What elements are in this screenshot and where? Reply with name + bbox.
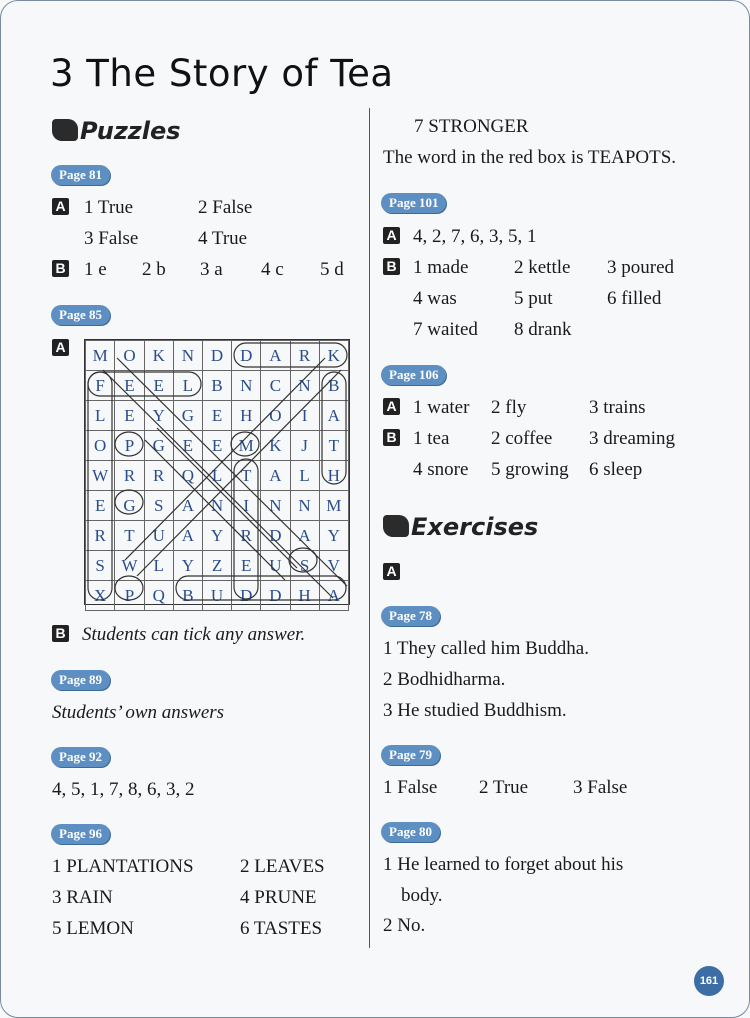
answer-row: A [52, 197, 69, 219]
answer-row: A [383, 226, 400, 248]
grid-cell: M [319, 491, 348, 521]
loop-vertical [234, 459, 258, 599]
answer-row: A [52, 338, 69, 360]
loop-bath [322, 372, 346, 484]
grid-cell: A [261, 461, 290, 491]
grid-cell: D [232, 341, 261, 371]
answer-text: 2 No. [383, 915, 426, 936]
loop-small [231, 432, 259, 456]
loop-small [115, 490, 143, 514]
grid-cell: L [290, 461, 319, 491]
grid-cell: T [232, 461, 261, 491]
grid-cell: D [202, 341, 231, 371]
answer-item: 1 water [413, 397, 470, 418]
answer-text: 3 He studied Buddhism. [383, 700, 567, 721]
grid-cell: E [115, 401, 144, 431]
grid-cell: U [202, 581, 231, 611]
grid-cell: D [261, 581, 290, 611]
grid-cell: U [261, 551, 290, 581]
grid-cell: L [144, 551, 173, 581]
grid-cell: A [319, 401, 348, 431]
loop-diagonal-2b [137, 370, 341, 576]
page-badge-79: Page 79 [381, 745, 440, 765]
grid-cell: B [173, 581, 202, 611]
page-badge-85: Page 85 [51, 305, 110, 325]
answer-item: 5 growing [491, 459, 569, 480]
grid-cell: O [86, 431, 115, 461]
grid-cell: P [115, 431, 144, 461]
answer-item: 1 tea [413, 428, 450, 449]
grid-cell: R [115, 461, 144, 491]
page-badge-106: Page 106 [381, 365, 446, 385]
answer-item: 1 PLANTATIONS [52, 856, 194, 877]
answer-item: 1 e [84, 259, 107, 280]
grid-cell: Y [173, 551, 202, 581]
answer-item: 7 STRONGER [414, 116, 529, 137]
answer-item: 3 False [84, 228, 139, 249]
pencil-icon [383, 515, 409, 537]
grid-cell: A [173, 521, 202, 551]
grid-cell: W [86, 461, 115, 491]
grid-cell: T [115, 521, 144, 551]
grid-cell: I [290, 401, 319, 431]
answer-text: 4, 5, 1, 7, 8, 6, 3, 2 [52, 779, 195, 800]
answer-item: 7 waited [413, 319, 478, 340]
grid-cell: E [144, 371, 173, 401]
word-search-loops [85, 340, 349, 604]
loop-diagonal-3b [157, 428, 297, 568]
grid-cell: M [232, 431, 261, 461]
loop-diagonal-3 [145, 440, 285, 580]
grid-cell: Q [144, 581, 173, 611]
exercises-heading: Exercises [383, 513, 538, 541]
grid-cell: E [202, 401, 231, 431]
puzzles-heading: Puzzles [52, 117, 181, 145]
grid-cell: B [202, 371, 231, 401]
answer-item: 4 was [413, 288, 457, 309]
grid-cell: A [261, 341, 290, 371]
answer-row: B [383, 257, 400, 279]
grid-cell: E [115, 371, 144, 401]
loop-buddha [176, 576, 346, 600]
answer-row: A [383, 397, 400, 419]
answer-item: 1 False [383, 777, 438, 798]
grid-cell: S [290, 551, 319, 581]
column-divider [369, 108, 370, 948]
word-search-grid [84, 339, 350, 605]
answer-item: 6 TASTES [240, 918, 323, 939]
answer-item: 5 put [514, 288, 553, 309]
answer-item: 3 False [573, 777, 628, 798]
answer-item: 8 drank [514, 319, 572, 340]
page-badge-89: Page 89 [51, 670, 110, 690]
answer-item: 3 a [200, 259, 223, 280]
answer-item: 5 d [320, 259, 344, 280]
grid-cell: N [290, 371, 319, 401]
grid-cell: H [232, 401, 261, 431]
grid-cell: H [319, 461, 348, 491]
grid-cell: L [202, 461, 231, 491]
loop-feel [88, 372, 201, 396]
answer-item: 6 sleep [589, 459, 643, 480]
page-title: 3 The Story of Tea [50, 52, 394, 95]
answer-item: 4 snore [413, 459, 469, 480]
answer-text: 1 He learned to forget about his [383, 854, 624, 875]
grid-cell: L [86, 401, 115, 431]
grid-cell: Y [319, 521, 348, 551]
grid-cell: N [173, 341, 202, 371]
grid-cell: S [86, 551, 115, 581]
answer-item: 1 made [413, 257, 469, 278]
grid-cell: D [261, 521, 290, 551]
grid-cell: Y [202, 521, 231, 551]
grid-cell: N [202, 491, 231, 521]
grid-cell: S [144, 491, 173, 521]
answer-text: The word in the red box is TEAPOTS. [383, 147, 677, 168]
answer-item: 6 filled [607, 288, 662, 309]
grid-cell: R [232, 521, 261, 551]
grid-cell: W [115, 551, 144, 581]
grid-cell: R [86, 521, 115, 551]
answer-row: A [383, 562, 400, 584]
grid-cell: N [290, 491, 319, 521]
answer-item: 2 LEAVES [240, 856, 325, 877]
answer-text: Students can tick any answer. [82, 624, 306, 645]
grid-cell: G [115, 491, 144, 521]
answer-row: B [52, 624, 69, 646]
page-badge-78: Page 78 [381, 606, 440, 626]
grid-cell: O [261, 401, 290, 431]
answer-item: 2 True [479, 777, 529, 798]
answer-item: 3 dreaming [589, 428, 676, 449]
loop-diagonal-1 [103, 370, 333, 598]
answer-text: 1 They called him Buddha. [383, 638, 589, 659]
grid-cell: U [144, 521, 173, 551]
answer-item: 2 kettle [514, 257, 571, 278]
answer-item: 2 b [142, 259, 166, 280]
answer-row: B [52, 259, 69, 281]
answer-item: 3 RAIN [52, 887, 113, 908]
answer-text: 2 Bodhidharma. [383, 669, 506, 690]
loop-small [115, 576, 143, 600]
grid-cell: R [290, 341, 319, 371]
puzzle-piece-icon [52, 119, 78, 141]
grid-cell: A [319, 581, 348, 611]
page-number: 161 [694, 966, 724, 996]
grid-cell: E [173, 431, 202, 461]
answer-item: 1 True [84, 197, 134, 218]
grid-cell: O [115, 341, 144, 371]
grid-cell: E [232, 551, 261, 581]
grid-cell: F [86, 371, 115, 401]
answer-item: 2 False [198, 197, 253, 218]
loop-small [115, 432, 143, 456]
grid-cell: A [290, 521, 319, 551]
grid-cell: Y [144, 401, 173, 431]
grid-cell: G [173, 401, 202, 431]
answer-item: 4 c [261, 259, 284, 280]
answer-item: 4 True [198, 228, 248, 249]
answer-text: Students’ own answers [52, 702, 225, 723]
answer-item: 4 PRUNE [240, 887, 317, 908]
grid-cell: J [290, 431, 319, 461]
answer-item: 3 trains [589, 397, 646, 418]
grid-cell: I [232, 491, 261, 521]
answer-text: body. [401, 885, 443, 906]
answer-text: 4, 2, 7, 6, 3, 5, 1 [413, 226, 537, 247]
answer-row: B [383, 428, 400, 450]
page-badge-96: Page 96 [51, 824, 110, 844]
grid-cell: Q [173, 461, 202, 491]
answer-item: 5 LEMON [52, 918, 134, 939]
grid-cell: K [261, 431, 290, 461]
loop-dark [234, 343, 347, 367]
answer-item: 3 poured [607, 257, 675, 278]
grid-cell: K [144, 341, 173, 371]
grid-cell: E [86, 491, 115, 521]
grid-cell: H [290, 581, 319, 611]
page-badge-101: Page 101 [381, 193, 446, 213]
grid-cell: V [319, 551, 348, 581]
page-badge-80: Page 80 [381, 822, 440, 842]
grid-cell: C [261, 371, 290, 401]
grid-cell: M [86, 341, 115, 371]
grid-cell: P [115, 581, 144, 611]
loop-left-column [88, 372, 112, 600]
grid-cell: G [144, 431, 173, 461]
grid-cell: E [202, 431, 231, 461]
grid-cell: D [232, 581, 261, 611]
grid-cell: R [144, 461, 173, 491]
grid-cell: T [319, 431, 348, 461]
grid-cell: Z [202, 551, 231, 581]
grid-cell: N [232, 371, 261, 401]
grid-cell: N [261, 491, 290, 521]
answer-item: 2 fly [491, 397, 527, 418]
answer-item: 2 coffee [491, 428, 553, 449]
grid-cell: B [319, 371, 348, 401]
grid-cell: K [319, 341, 348, 371]
page-badge-92: Page 92 [51, 747, 110, 767]
grid-cell: X [86, 581, 115, 611]
loop-diagonal-2 [125, 358, 325, 560]
grid-cell: A [173, 491, 202, 521]
grid-cell: L [173, 371, 202, 401]
page-badge-81: Page 81 [51, 165, 110, 185]
